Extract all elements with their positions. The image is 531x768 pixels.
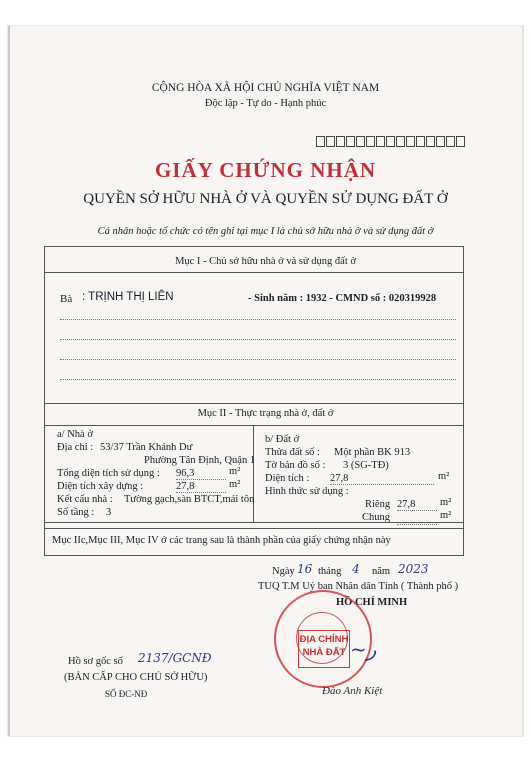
address-label: Địa chỉ : [57,442,94,453]
blank-line [60,359,456,360]
issuer-line1: TUQ T.M Uỷ ban Nhân dân Tỉnh ( Thành phố ) [258,581,459,592]
floors-label: Số tầng : [57,507,95,518]
frame-divider [44,425,464,426]
use-form-label: Hình thức sử dụng : [265,486,349,497]
owner-birth-cmnd: - Sinh năm : 1932 - CMND số : 020319928 [248,293,437,304]
built-area-unit: m² [229,479,241,490]
certificate-intro: Cá nhân hoặc tổ chức có tên ghi tại mục I là chủ sở hữu nhà ở và sử dụng đất ở [97,226,434,237]
shared-use-label: Chung [362,512,391,523]
plot-value: Một phần BK 913 [334,447,411,458]
date-month: 4 [352,562,360,576]
frame-divider [44,272,464,273]
serial-boxes [316,136,466,147]
certificate-title: GIẤY CHỨNG NHẬN [154,158,377,182]
built-area-label: Diện tích xây dựng : [57,481,144,492]
address-line1: 53/37 Trần Khánh Dư [100,442,193,453]
private-use-value: 27,8 [397,499,437,511]
floors-value: 3 [106,507,112,518]
owner-name: : TRỊNH THỊ LIÊN [82,291,174,303]
map-label: Tờ bản đồ số : [265,460,326,471]
date-day: 16 [297,562,313,576]
owner-prefix: Bà [60,293,73,305]
column-divider [253,425,254,522]
built-area-value: 27,8 [176,481,226,493]
total-area-value: 96,3 [176,468,226,480]
frame-divider [44,528,464,529]
date-year: 2023 [398,562,429,576]
land-area-value: 27,8 [330,473,434,485]
signer-name: Đào Anh Kiệt [322,685,383,697]
blank-line [60,379,456,380]
issuer-city: HỒ CHÍ MINH [336,597,408,608]
house-heading: a/ Nhà ở [57,429,93,440]
national-motto: Độc lập - Tự do - Hạnh phúc [204,98,327,109]
private-use-unit: m² [440,497,452,508]
shared-use-value [397,512,437,525]
address-line2: Phường Tân Định, Quận 1 [144,455,256,466]
map-value: 3 (SG-TĐ) [343,460,389,471]
structure-value: Tường gạch,sàn BTCT,mái tôn [124,494,255,505]
structure-label: Kết cấu nhà : [57,494,113,505]
section2-heading: Mục II - Thực trạng nhà ở, đất ở [197,408,334,419]
file-number: 2137/GCNĐ [138,651,212,665]
private-use-label: Riêng [365,499,391,510]
frame-divider [44,522,464,523]
title-stamp [298,630,350,668]
country-name: CỘNG HÒA XÃ HỘI CHỦ NGHĨA VIỆT NAM [151,82,380,94]
copy-note: (BẢN CẤP CHO CHỦ SỞ HỮU) [64,672,208,683]
so-dc-nd: SỐ ĐC-NĐ [105,689,148,699]
land-area-label: Diện tích : [265,473,310,484]
certificate-subtitle: QUYỀN SỞ HỮU NHÀ Ở VÀ QUYỀN SỬ DỤNG ĐẤT Ở [83,191,448,207]
shared-use-unit: m² [440,510,452,521]
date-year-label: năm [372,566,391,577]
stamp-line1: ĐỊA CHÍNH [299,634,349,645]
plot-label: Thửa đất số : [265,447,320,458]
land-area-unit: m² [438,471,450,482]
blank-line [60,319,456,320]
blank-line [60,339,456,340]
date-month-label: tháng [318,566,342,577]
total-area-unit: m² [229,466,241,477]
date-day-label: Ngày [272,566,295,577]
section1-heading: Mục I - Chủ sở hữu nhà ở và sử dụng đất ở [175,256,356,267]
frame-divider [44,403,464,404]
file-number-label: Hồ sơ gốc số [68,656,123,667]
land-heading: b/ Đất ở [265,434,300,445]
stamp-line2: NHÀ ĐẤT [302,647,346,658]
signature: ~ر [350,637,377,661]
footer-note: Mục IIc,Mục III, Mục IV ở các trang sau là thành phần của giấy chứng nhận này [52,535,391,546]
total-area-label: Tổng diện tích sử dụng : [57,468,160,479]
